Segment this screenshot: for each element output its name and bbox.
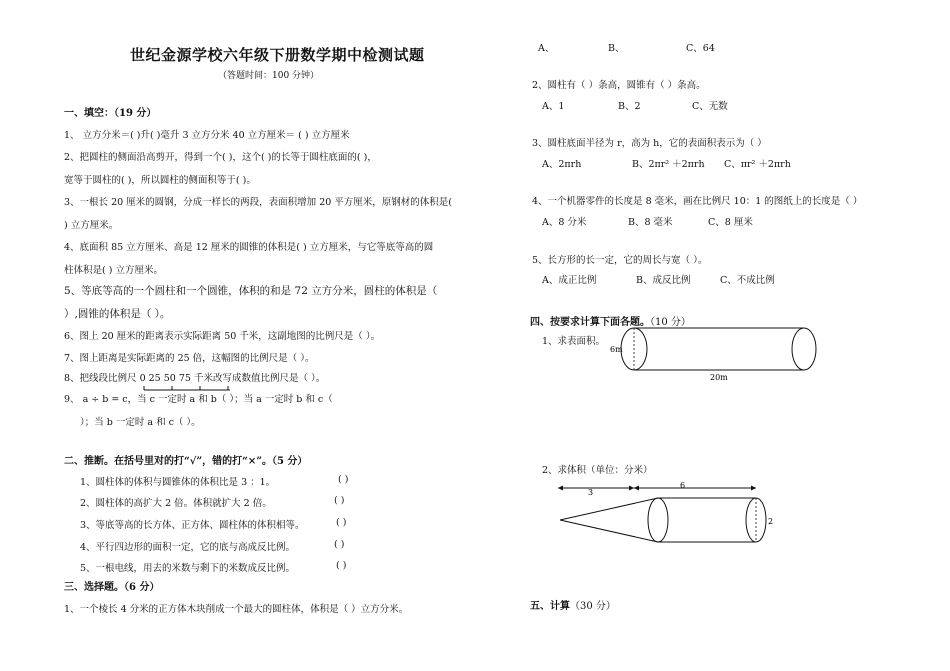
s2-item-4: 4、平行四边形的面积一定，它的底与高成反比例。 [80, 542, 296, 553]
s1-line-6: 4、底面积 85 立方厘米、高是 12 厘米的圆锥的体积是( ) 立方厘米，与它等底等高的圆 [64, 242, 434, 253]
cylinder-figure [606, 326, 826, 384]
section3-heading: 三、选择题。（6 分） [64, 582, 160, 593]
cylinder-length-label: 20m [710, 373, 728, 382]
s2-item-5-paren: ( ) [336, 560, 347, 571]
section5-heading-points: （30 分） [570, 601, 616, 612]
s3-q1-option-c: C、64 [686, 43, 715, 54]
s2-item-3-paren: ( ) [336, 517, 347, 528]
s3-q2-option-a: A、1 [542, 101, 565, 112]
cylinder2-diameter-label: 2 [768, 517, 774, 526]
s1-line-14: ）；当 b 一定时 a 和 c（ ）。 [80, 417, 201, 428]
s2-item-4-paren: ( ) [334, 539, 345, 550]
section2-heading: 二、推断。在括号里对的打“√”，错的打“×”。（5 分） [64, 456, 308, 467]
s1-line-3: 宽等于圆柱的( )，所以圆柱的侧面积等于( )。 [64, 175, 256, 186]
s3-q1-option-a: A、 [538, 43, 555, 54]
s3-q4-option-b: B、8 毫米 [628, 217, 673, 228]
s3-q4-option-a: A、8 分米 [542, 217, 587, 228]
section4-heading-label: 四、按要求计算下面各题。 [530, 317, 650, 328]
s1-line-1: 1、 立方分米＝( )升( )毫升 3 立方分米 40 立方厘米＝ ( ) 立方厘米 [64, 130, 350, 141]
s3-q3: 3、圆柱底面半径为 r，高为 h，它的表面积表示为（ ） [532, 138, 767, 149]
s3-q2: 2、圆柱有（ ）条高，圆锥有（ ）条高。 [532, 80, 706, 91]
s3-q5-option-c: C、不成比例 [720, 275, 775, 286]
s3-q2-option-b: B、2 [618, 101, 641, 112]
s2-item-1: 1、圆柱体的体积与圆锥体的体积比是 3 ：1。 [80, 477, 276, 488]
s3-q5-option-a: A、成正比例 [542, 275, 597, 286]
s2-item-5: 5、一根电线，用去的米数与剩下的米数成反比例。 [80, 563, 296, 574]
s1-line-9: ）,圆锥的体积是（ ）。 [64, 308, 171, 320]
s4-q2-label: 2、求体积（单位：分米） [542, 465, 653, 476]
s3-q5: 5、长方形的长一定，它的周长与宽（ ）。 [532, 255, 708, 266]
section1-heading: 一、填空：（19 分） [64, 108, 157, 119]
cylinder-height-label: 6m [610, 345, 623, 354]
s3-q4-option-c: C、8 厘米 [708, 217, 753, 228]
s3-q5-option-b: B、成反比例 [636, 275, 691, 286]
s4-q1-label: 1、求表面积。 [542, 336, 606, 347]
s1-line-12: 8、把线段比例尺 0 25 50 75 千米改写成数值比例尺是（ ）。 [64, 373, 326, 384]
cone-cylinder-figure [554, 480, 784, 550]
s1-line-13: 9、 a ÷ b = c，当 c 一定时 a 和 b（ ）；当 a 一定时 b 和 c（ [64, 394, 333, 405]
s1-line-4: 3、一根长 20 厘米的圆钢，分成一样长的两段，表面积增加 20 平方厘米，原钢材的体积是( [64, 197, 453, 208]
s3-q3-option-b: B、2πr² ＋2πrh [632, 159, 705, 170]
section5-heading-label: 五、计算 [530, 601, 570, 612]
s2-item-2-paren: ( ) [334, 495, 345, 506]
section4-heading-points: （10 分） [650, 317, 691, 328]
s1-line-7: 柱体积是( ) 立方厘米。 [64, 265, 163, 276]
s3-q2-option-c: C、无数 [692, 101, 728, 112]
s2-item-2: 2、圆柱体的高扩大 2 倍。体积就扩大 2 倍。 [80, 498, 272, 509]
s3-q3-option-a: A、2πrh [542, 159, 582, 170]
s2-item-3: 3、等底等高的长方体、正方体、圆柱体的体积相等。 [80, 520, 305, 531]
s3-q1-option-b: B、 [608, 43, 625, 54]
s3-q1: 1、一个棱长 4 分米的正方体木块削成一个最大的圆柱体，体积是（ ）立方分米。 [64, 604, 409, 615]
s2-item-1-paren: ( ) [338, 474, 349, 485]
s3-q3-option-c: C、πr² ＋2πrh [724, 159, 791, 170]
s1-line-2: 2、把圆柱的侧面沿高剪开，得到一个( )，这个( )的长等于圆柱底面的( )， [64, 152, 377, 163]
exam-title: 世纪金源学校六年级下册数学期中检测试题 [130, 46, 425, 64]
s1-line-11: 7、图上距离是实际距离的 25 倍，这幅图的比例尺是（ ）。 [64, 353, 315, 364]
s1-line-5: ) 立方厘米。 [64, 220, 119, 231]
exam-subtitle: （答题时间：100 分钟） [218, 71, 320, 81]
s3-q4: 4、一个机器零件的长度是 8 毫米，画在比例尺 10：1 的图纸上的长度是（ ） [532, 196, 863, 207]
section5-heading [530, 597, 616, 612]
s1-line-10: 6、图上 20 厘米的距离表示实际距离 50 千米，这副地图的比例尺是（ ）。 [64, 331, 381, 342]
s1-line-8: 5、等底等高的一个圆柱和一个圆锥，体积的和是 72 立方分米，圆柱的体积是（ [64, 285, 438, 297]
cylinder2-length-label: 6 [680, 481, 686, 490]
cone-length-label: 3 [588, 488, 594, 497]
